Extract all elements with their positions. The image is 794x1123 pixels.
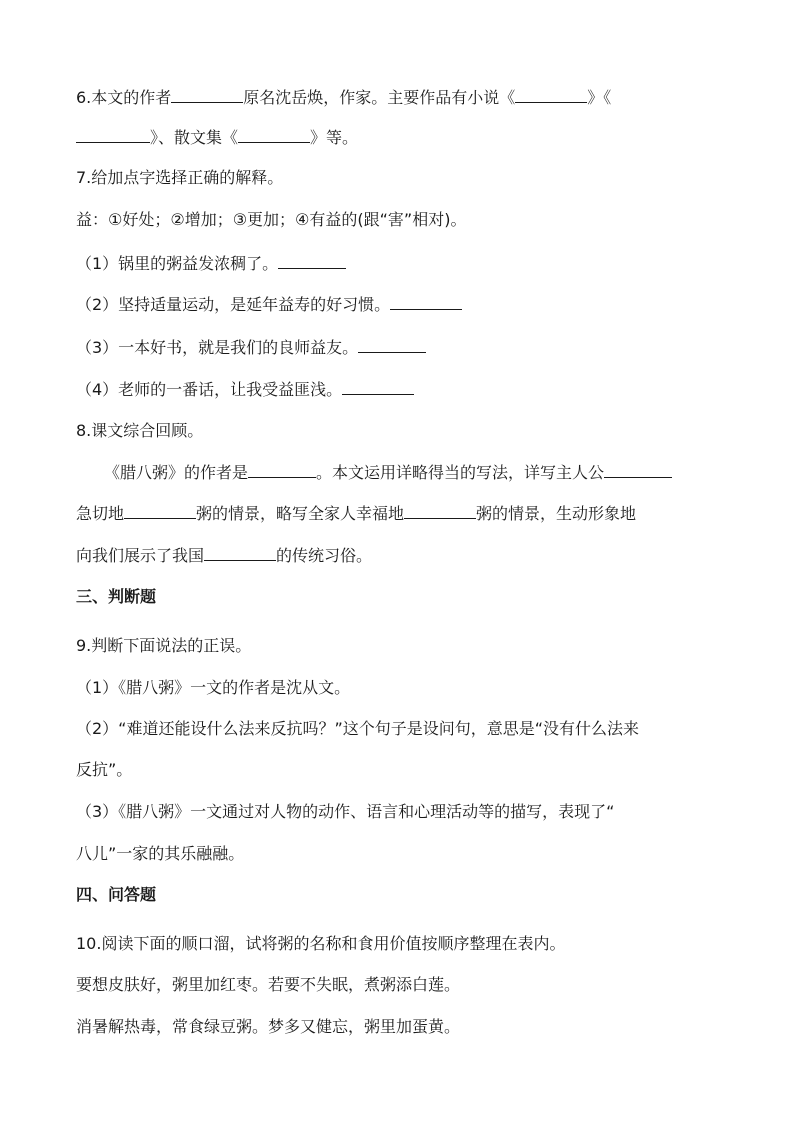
q8-text: 。本文运用详略得当的写法，详写主人公 (316, 463, 605, 482)
q10-title: 10.阅读下面的顺口溜，试将粥的名称和食用价值按顺序整理在表内。 (76, 934, 566, 953)
q10-rhyme-line2: 消暑解热毒，常食绿豆粥。梦多又健忘，粥里加蛋黄。 (76, 1017, 461, 1036)
q8-para-line1 (104, 462, 672, 484)
section-4-heading: 四、问答题 (76, 885, 157, 904)
q7-item-4 (76, 379, 414, 401)
q6-blank-author[interactable] (171, 87, 243, 103)
q6-line2 (76, 127, 358, 149)
q9-item-2-line1: （2）“难道还能设什么法来反抗吗？”这个句子是设问句，意思是“没有什么法来 (76, 719, 640, 738)
q8-text: 急切地 (76, 504, 125, 523)
q6-blank-essays[interactable] (238, 127, 310, 143)
q6-line1 (76, 87, 611, 109)
q6-blank-novel2[interactable] (76, 127, 150, 143)
q7-answer-blank-1[interactable] (278, 253, 346, 269)
q7-item-text: （1）锅里的粥益发浓稠了。 (76, 254, 279, 273)
q8-text: 的传统习俗。 (276, 546, 373, 565)
q7-answer-blank-3[interactable] (358, 337, 426, 353)
q6-text-c: 》《 (587, 88, 612, 107)
q9-item-1: （1）《腊八粥》一文的作者是沈从文。 (76, 678, 351, 697)
q7-item-text: （2）坚持适量运动，是延年益寿的好习惯。 (76, 295, 391, 314)
q8-blank-author[interactable] (248, 462, 316, 478)
q10-rhyme-line1: 要想皮肤好，粥里加红枣。若要不失眠，煮粥添白莲。 (76, 975, 461, 994)
q8-text: 粥的情景，略写全家人幸福地 (196, 504, 405, 523)
q8-para-line2 (76, 503, 636, 525)
q8-title: 8.课文综合回顾。 (76, 421, 204, 440)
q7-answer-blank-4[interactable] (342, 379, 414, 395)
q8-blank-protagonist[interactable] (604, 462, 672, 478)
q7-options: 益：①好处；②增加；③更加；④有益的(跟“害”相对)。 (76, 210, 467, 229)
q7-item-1 (76, 253, 346, 275)
q7-item-text: （3）一本好书，就是我们的良师益友。 (76, 338, 359, 357)
q7-title: 7.给加点字选择正确的解释。 (76, 168, 284, 187)
q8-blank-verb1[interactable] (124, 503, 196, 519)
q9-title: 9.判断下面说法的正误。 (76, 636, 252, 655)
q8-text: 粥的情景，生动形象地 (476, 504, 637, 523)
q9-item-3-line2: 八儿”一家的其乐融融。 (76, 844, 245, 863)
q6-text-b: 原名沈岳焕，作家。主要作品有小说《 (243, 88, 516, 107)
q6-text-d: 》、散文集《 (150, 128, 239, 147)
q9-item-3-line1: （3）《腊八粥》一文通过对人物的动作、语言和心理活动等的描写，表现了“ (76, 802, 615, 821)
q7-item-2 (76, 294, 462, 316)
section-3-heading: 三、判断题 (76, 587, 157, 606)
q6-text-a: 6.本文的作者 (76, 88, 172, 107)
q6-blank-novel[interactable] (515, 87, 587, 103)
q8-blank-verb2[interactable] (404, 503, 476, 519)
q8-text: 《腊八粥》的作者是 (104, 463, 249, 482)
q7-item-text: （4）老师的一番话，让我受益匪浅。 (76, 380, 343, 399)
q9-item-2-line2: 反抗”。 (76, 760, 133, 779)
q7-answer-blank-2[interactable] (390, 294, 462, 310)
q7-item-3 (76, 337, 426, 359)
q8-blank-custom[interactable] (204, 545, 276, 561)
q8-para-line3 (76, 545, 372, 567)
q6-text-e: 》等。 (310, 128, 359, 147)
q8-text: 向我们展示了我国 (76, 546, 205, 565)
